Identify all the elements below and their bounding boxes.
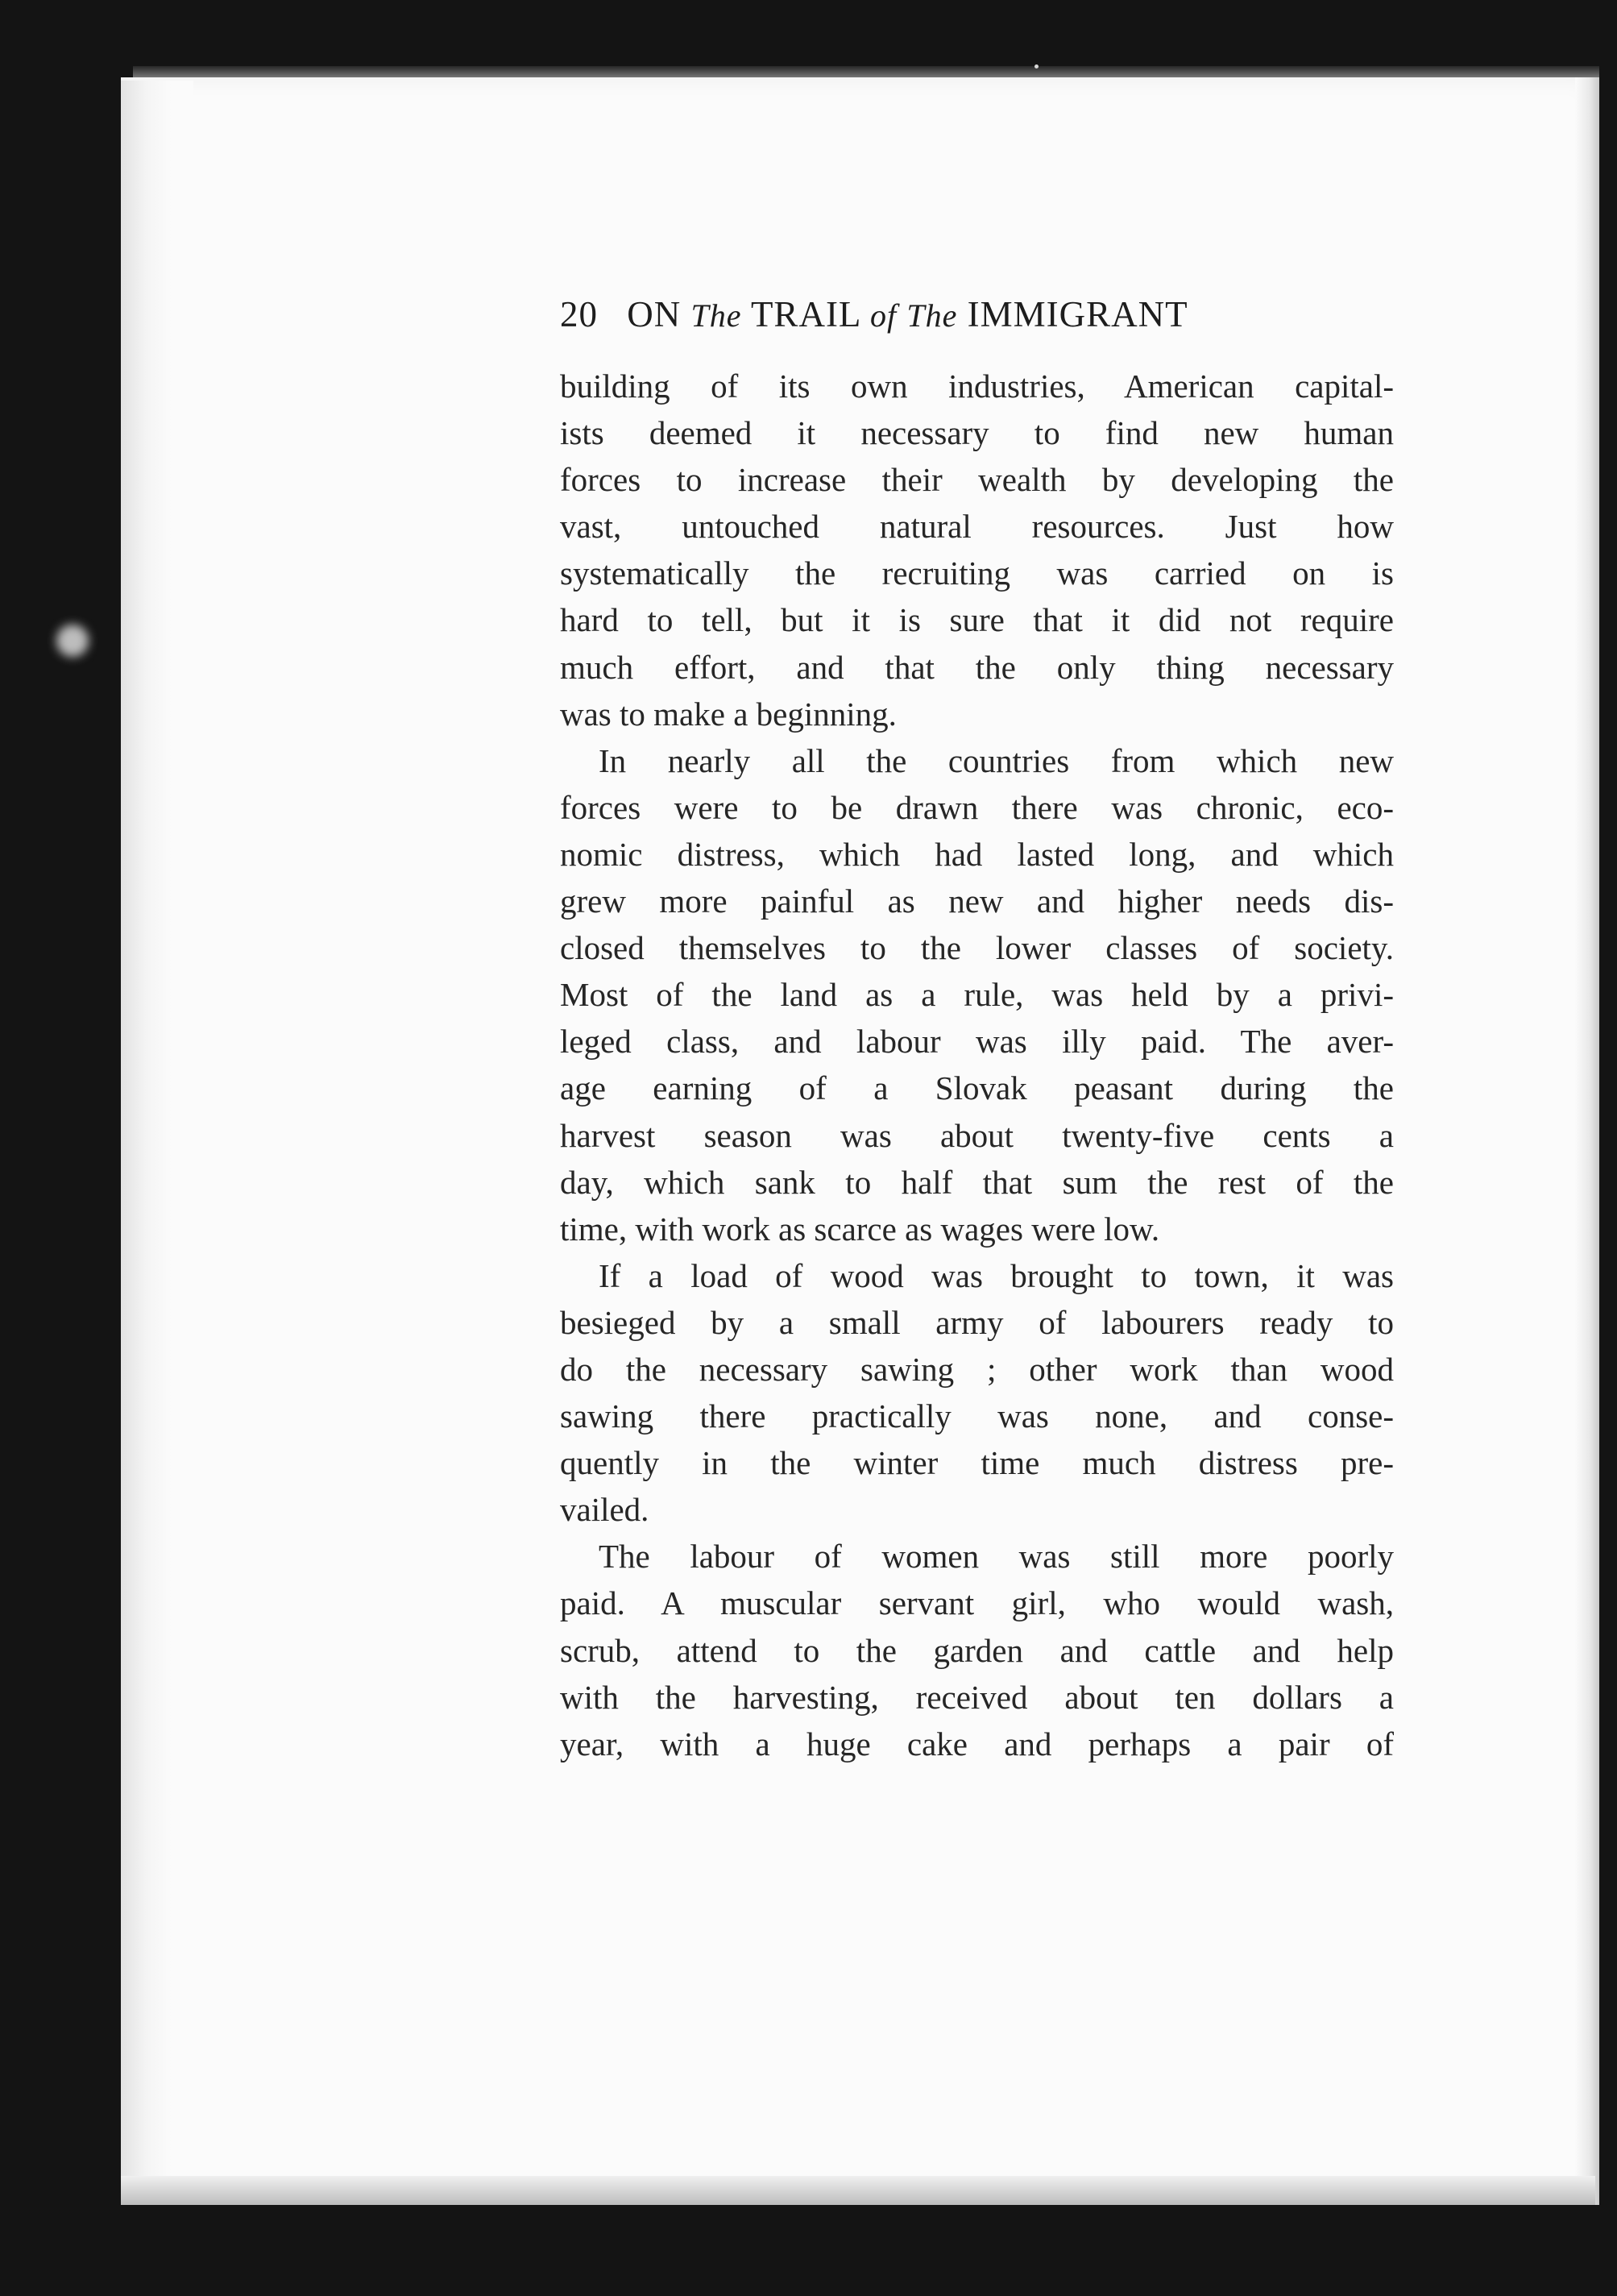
text-line: quently in the winter time much distress pre- bbox=[560, 1444, 1394, 1482]
scan-speck bbox=[56, 625, 89, 657]
page-right-edge-shadow bbox=[1575, 77, 1599, 2205]
running-head bbox=[560, 292, 1341, 337]
text-line: year, with a huge cake and perhaps a pair of bbox=[560, 1725, 1394, 1762]
text-line: harvest season was about twenty-five cents a bbox=[560, 1116, 1394, 1154]
body-text bbox=[560, 363, 1394, 1767]
running-head-word: of bbox=[870, 297, 898, 334]
text-line: closed themselves to the lower classes of society. bbox=[560, 929, 1394, 967]
text-line: The labour of women was still more poorly bbox=[599, 1538, 1394, 1576]
text-line: ists deemed it necessary to find new human bbox=[560, 414, 1394, 452]
running-head-word: IMMIGRANT bbox=[967, 294, 1188, 334]
scan-bottom-edge bbox=[121, 2176, 1595, 2205]
running-head-word: TRAIL bbox=[750, 294, 860, 334]
text-line: do the necessary sawing ; other work than wood bbox=[560, 1350, 1394, 1388]
text-line: day, which sank to half that sum the rest of the bbox=[560, 1163, 1394, 1201]
text-line: time, with work as scarce as wages were low. bbox=[560, 1210, 1160, 1248]
running-head-word: The bbox=[906, 297, 958, 334]
text-line: scrub, attend to the garden and cattle and help bbox=[560, 1631, 1394, 1669]
text-line: forces were to be drawn there was chronic, eco- bbox=[560, 788, 1394, 826]
text-line: age earning of a Slovak peasant during the bbox=[560, 1069, 1394, 1107]
scan-speck bbox=[1034, 64, 1039, 69]
text-line: with the harvesting, received about ten dollars a bbox=[560, 1678, 1394, 1716]
text-line: hard to tell, but it is sure that it did not require bbox=[560, 601, 1394, 639]
text-line: building of its own industries, American capital- bbox=[560, 367, 1394, 405]
text-line: systematically the recruiting was carried on is bbox=[560, 554, 1394, 592]
text-line: paid. A muscular servant girl, who would wash, bbox=[560, 1584, 1394, 1622]
text-line: Most of the land as a rule, was held by a privi- bbox=[560, 976, 1394, 1014]
text-line: forces to increase their wealth by developing the bbox=[560, 461, 1394, 499]
text-line: If a load of wood was brought to town, it was bbox=[599, 1256, 1394, 1294]
text-line: besieged by a small army of labourers ready to bbox=[560, 1303, 1394, 1341]
running-head-word: ON bbox=[627, 294, 682, 334]
text-line: leged class, and labour was illy paid. The aver- bbox=[560, 1023, 1394, 1061]
text-line: sawing there practically was none, and conse- bbox=[560, 1397, 1394, 1435]
page-number: 20 bbox=[560, 294, 598, 334]
text-line: nomic distress, which had lasted long, and which bbox=[560, 835, 1394, 873]
text-line: In nearly all the countries from which new bbox=[599, 741, 1394, 779]
running-head-word: The bbox=[690, 297, 742, 334]
text-line: much effort, and that the only thing necessary bbox=[560, 648, 1394, 686]
text-line: vast, untouched natural resources. Just how bbox=[560, 508, 1394, 546]
page-left-binding-shadow bbox=[121, 81, 193, 2200]
text-line: vailed. bbox=[560, 1491, 649, 1529]
text-line: was to make a beginning. bbox=[560, 695, 897, 733]
text-line: grew more painful as new and higher needs dis- bbox=[560, 882, 1394, 920]
